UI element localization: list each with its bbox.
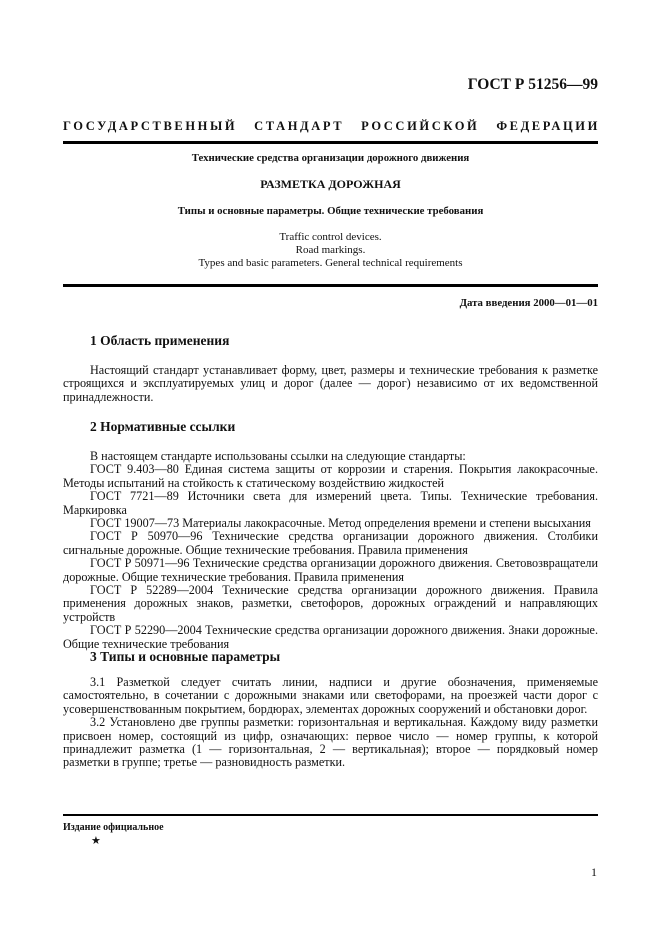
reference-item: ГОСТ Р 52289—2004 Технические средства организации дорожного движения. Правила применения дорожных знаков, разметки, светофоров, дорожных ограждений и направляющих устройств — [63, 583, 598, 624]
paragraph: 3.1 Разметкой следует считать линии, надписи и другие обозначения, применяемые самостоятельно, в сочетании с дорожными знаками или светофорами, на проезжей части дорог с усовершенствованным покрытием, бордюрах, элементах дорожных сооружений и обстановки дорог. — [63, 675, 598, 716]
title-word: ФЕДЕРАЦИИ — [496, 119, 600, 133]
reference-item: ГОСТ 19007—73 Материалы лакокрасочные. Метод определения времени и степени высыхания — [90, 516, 591, 531]
group-title: Технические средства организации дорожного движения — [191, 152, 470, 164]
reference-item: ГОСТ Р 50971—96 Технические средства организации дорожного движения. Световозвращатели дорожные. Общие технические требования. Правила применения — [63, 556, 598, 584]
english-line: Types and basic parameters. General technical requirements — [198, 257, 463, 269]
english-line: Road markings. — [295, 244, 366, 256]
reference-item: ГОСТ Р 50970—96 Технические средства организации дорожного движения. Столбики сигнальные дорожные. Общие технические требования. Правила применения — [63, 529, 598, 557]
section-heading: 2 Нормативные ссылки — [90, 419, 236, 434]
official-edition-label: Издание официальное — [63, 822, 164, 833]
section-heading: 1 Область применения — [90, 333, 230, 348]
document-name: РАЗМЕТКА ДОРОЖНАЯ — [260, 177, 401, 191]
star-icon: ★ — [91, 835, 101, 847]
english-title — [63, 231, 598, 270]
section-heading: 3 Типы и основные параметры — [90, 649, 281, 664]
section-body — [63, 450, 598, 651]
page-number: 1 — [591, 865, 597, 879]
divider — [63, 141, 598, 144]
reference-item: ГОСТ Р 52290—2004 Технические средства организации дорожного движения. Знаки дорожные. Общие технические требования — [63, 623, 598, 651]
english-line: Traffic control devices. — [279, 231, 382, 243]
divider — [63, 284, 598, 287]
title-word: СТАНДАРТ — [254, 119, 345, 133]
reference-item: ГОСТ 7721—89 Источники света для измерений цвета. Типы. Технические требования. Маркировка — [63, 489, 598, 517]
paragraph: 3.2 Установлено две группы разметки: горизонтальная и вертикальная. Каждому виду разметки присвоен номер, состоящий из цифр, означающих: первое число — номер группы, к которой принадлежит разметка (1 — горизонтальная, 2 — вертикальная); второе — порядковый номер разметки в группе; третье — разновидность разметки. — [63, 715, 598, 770]
document-subtitle: Типы и основные параметры. Общие технические требования — [177, 205, 484, 217]
title-word: ГОСУДАРСТВЕННЫЙ — [63, 119, 238, 133]
title-word: РОССИЙСКОЙ — [361, 119, 480, 133]
footer-divider — [63, 814, 598, 816]
standard-code: ГОСТ Р 51256—99 — [467, 76, 598, 93]
state-standard-title — [63, 119, 598, 134]
section-body — [63, 364, 598, 404]
section-body — [63, 676, 598, 770]
effective-date: Дата введения 2000—01—01 — [459, 297, 598, 309]
paragraph: В настоящем стандарте использованы ссылки на следующие стандарты: — [90, 449, 466, 463]
paragraph: Настоящий стандарт устанавливает форму, цвет, размеры и технические требования к разметке строящихся и эксплуатируемых улиц и дорог (далее — дорог) независимо от их ведомственной принадлежности. — [63, 363, 598, 404]
reference-item: ГОСТ 9.403—80 Единая система защиты от коррозии и старения. Покрытия лакокрасочные. Методы испытаний на стойкость к статическому воздействию жидкостей — [63, 462, 598, 490]
